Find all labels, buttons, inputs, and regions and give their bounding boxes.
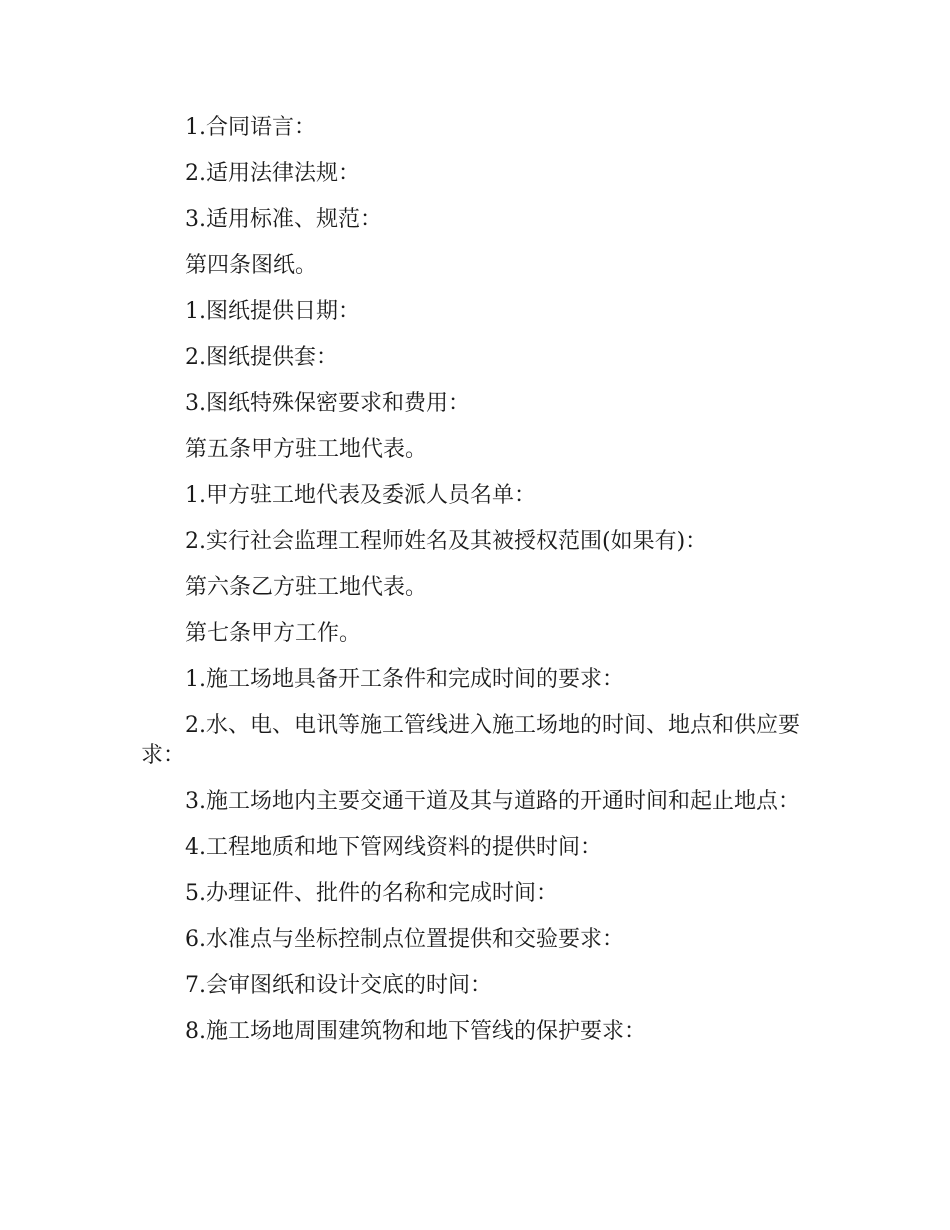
paragraph: 3.适用标准、规范：: [185, 207, 382, 232]
paragraph: 1.甲方驻工地代表及委派人员名单：: [185, 483, 536, 508]
paragraph: 7.会审图纸和设计交底的时间：: [185, 973, 492, 998]
paragraph: 3.施工场地内主要交通干道及其与道路的开通时间和起止地点：: [185, 789, 800, 814]
paragraph: 2.水、电、电讯等施工管线进入施工场地的时间、地点和供应要求：: [141, 713, 800, 768]
paragraph: 6.水准点与坐标控制点位置提供和交验要求：: [185, 927, 624, 952]
paragraph: 3.图纸特殊保密要求和费用：: [185, 391, 470, 416]
paragraph: 8.施工场地周围建筑物和地下管线的保护要求：: [185, 1019, 646, 1044]
paragraph: 1.图纸提供日期：: [185, 299, 360, 324]
paragraph: 2.图纸提供套：: [185, 345, 338, 370]
section-heading: 第五条甲方驻工地代表。: [185, 437, 428, 462]
document-body: [141, 113, 809, 1063]
section-heading: 第四条图纸。: [185, 253, 318, 278]
paragraph: 2.实行社会监理工程师姓名及其被授权范围(如果有)：: [185, 529, 708, 554]
paragraph: 1.施工场地具备开工条件和完成时间的要求：: [185, 667, 624, 692]
paragraph: 5.办理证件、批件的名称和完成时间：: [185, 881, 558, 906]
paragraph: 2.适用法律法规：: [185, 161, 360, 186]
paragraph: 1.合同语言：: [185, 115, 316, 140]
section-heading: 第六条乙方驻工地代表。: [185, 575, 428, 600]
section-heading: 第七条甲方工作。: [185, 621, 362, 646]
paragraph: 4.工程地质和地下管网线资料的提供时间：: [185, 835, 602, 860]
